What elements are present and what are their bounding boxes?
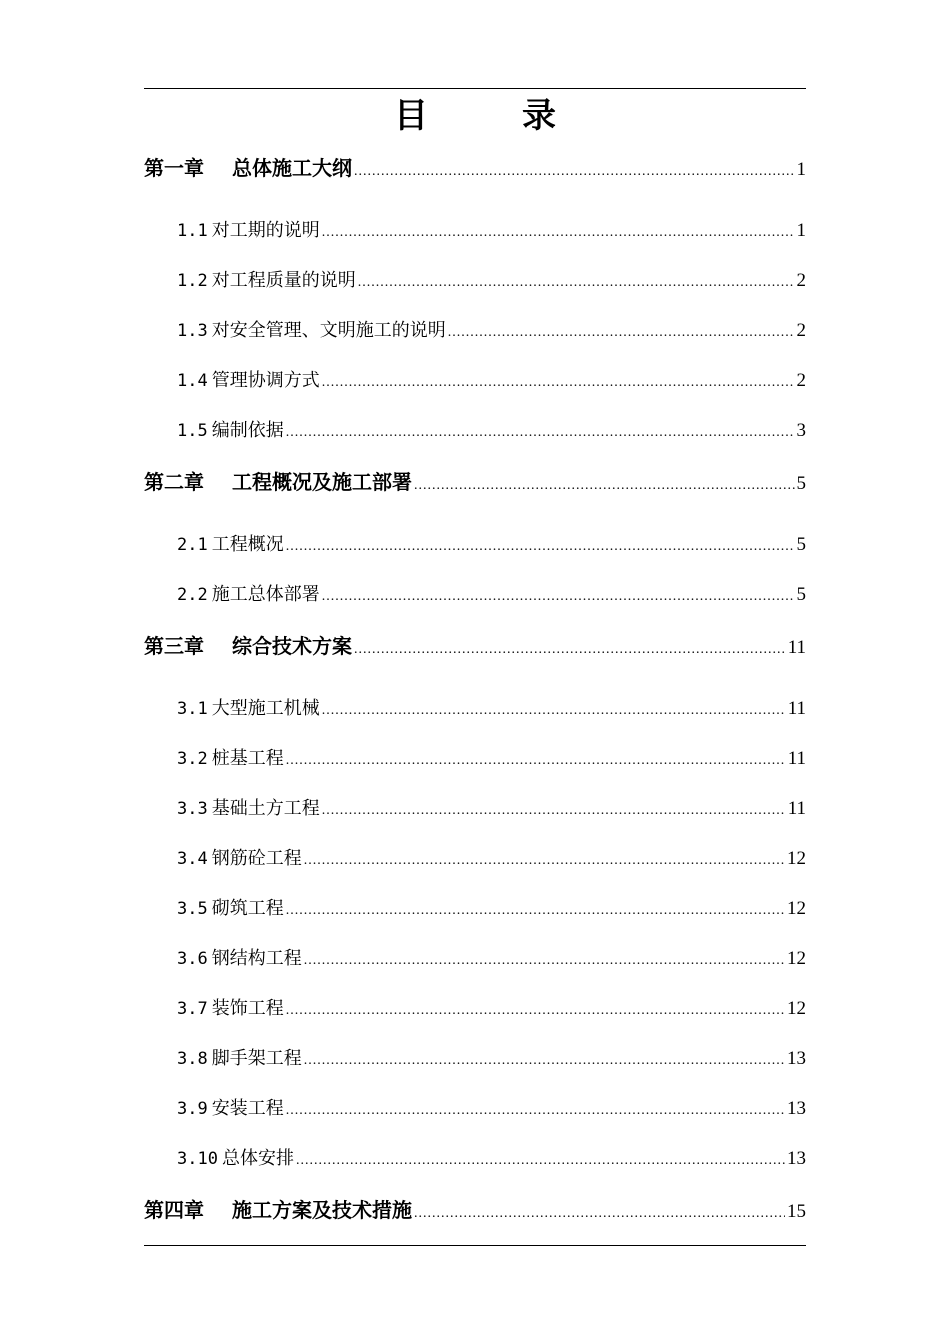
entry-number: 2.1 [177,535,208,555]
entry-number: 1.4 [177,371,208,391]
page-number: 11 [787,698,806,719]
toc-section-entry[interactable] [177,694,806,720]
top-rule [144,88,806,89]
entry-number: 3.1 [177,699,208,719]
toc-chapter-entry[interactable] [144,466,806,495]
entry-number: 1.3 [177,321,208,341]
entry-number: 3.9 [177,1099,208,1119]
toc-section-entry[interactable] [177,416,806,442]
entry-number: 3.2 [177,749,208,769]
toc-chapter-entry[interactable] [144,152,806,181]
dot-leader [322,225,795,241]
entry-number: 3.4 [177,849,208,869]
entry-number: 3.8 [177,1049,208,1069]
page-number: 1 [796,159,806,180]
page-number: 13 [787,1148,806,1169]
toc-chapter-entry[interactable] [144,630,806,659]
page-number: 2 [796,320,806,341]
dot-leader [304,953,785,969]
dot-leader [448,325,795,341]
entry-title: 装饰工程 [211,998,284,1019]
page-number: 11 [787,637,806,658]
entry-title: 工程概况及施工部署 [232,470,412,494]
page-number: 12 [787,898,806,919]
dot-leader [286,903,785,919]
entry-title: 施工方案及技术措施 [232,1198,412,1222]
page-number: 13 [787,1048,806,1069]
dot-leader [354,164,795,180]
page-number: 11 [787,748,806,769]
dot-leader [286,1003,785,1019]
page-number: 1 [796,220,806,241]
dot-leader [286,1103,785,1119]
entry-number: 第三章 [144,634,204,658]
entry-number: 1.2 [177,271,208,291]
entry-number: 第四章 [144,1198,204,1222]
toc-section-entry[interactable] [177,994,806,1020]
entry-title: 大型施工机械 [211,698,320,719]
page-number: 5 [796,473,806,494]
dot-leader [286,753,786,769]
dot-leader [358,275,795,291]
toc-section-entry[interactable] [177,1144,806,1170]
entry-title: 对安全管理、文明施工的说明 [211,320,446,341]
page-number: 2 [796,270,806,291]
entry-title: 工程概况 [211,534,284,555]
entry-title: 安装工程 [211,1098,284,1119]
entry-title: 综合技术方案 [232,634,352,658]
toc-section-entry[interactable] [177,744,806,770]
dot-leader [414,478,795,494]
page-number: 12 [787,998,806,1019]
entry-number: 3.10 [177,1149,218,1169]
page-number: 2 [796,370,806,391]
entry-title: 总体安排 [221,1148,294,1169]
toc-section-entry[interactable] [177,216,806,242]
dot-leader [414,1206,785,1222]
entry-title: 总体施工大纲 [232,156,352,180]
toc-section-entry[interactable] [177,366,806,392]
entry-number: 1.1 [177,221,208,241]
entry-title: 编制依据 [211,420,284,441]
toc-section-entry[interactable] [177,1044,806,1070]
entry-title: 砌筑工程 [211,898,284,919]
toc-section-entry[interactable] [177,530,806,556]
dot-leader [304,853,785,869]
entry-number: 第一章 [144,156,204,180]
entry-title: 钢筋砼工程 [211,848,302,869]
entry-number: 1.5 [177,421,208,441]
entry-title: 对工期的说明 [211,220,320,241]
entry-number: 2.2 [177,585,208,605]
entry-title: 施工总体部署 [211,584,320,605]
dot-leader [354,642,786,658]
entry-title: 脚手架工程 [211,1048,302,1069]
dot-leader [296,1153,785,1169]
bottom-rule [144,1245,806,1246]
page-number: 15 [787,1201,806,1222]
entry-number: 第二章 [144,470,204,494]
page-title: 目 录 [394,96,586,136]
toc-chapter-entry[interactable] [144,1194,806,1223]
entry-number: 3.3 [177,799,208,819]
toc-section-entry[interactable] [177,266,806,292]
page-number: 5 [796,534,806,555]
toc-section-entry[interactable] [177,316,806,342]
entry-number: 3.7 [177,999,208,1019]
page-number: 13 [787,1098,806,1119]
entry-title: 管理协调方式 [211,370,320,391]
toc-section-entry[interactable] [177,580,806,606]
toc-section-entry[interactable] [177,794,806,820]
dot-leader [322,375,795,391]
entry-title: 桩基工程 [211,748,284,769]
entry-number: 3.5 [177,899,208,919]
page-number: 5 [796,584,806,605]
entry-number: 3.6 [177,949,208,969]
entry-title: 钢结构工程 [211,948,302,969]
page-number: 11 [787,798,806,819]
dot-leader [322,803,786,819]
page-number: 12 [787,848,806,869]
dot-leader [304,1053,785,1069]
dot-leader [322,703,786,719]
dot-leader [286,425,795,441]
dot-leader [286,539,795,555]
page-number: 3 [796,420,806,441]
entry-title: 对工程质量的说明 [211,270,356,291]
page-number: 12 [787,948,806,969]
entry-title: 基础土方工程 [211,798,320,819]
toc-section-entry[interactable] [177,1094,806,1120]
toc-section-entry[interactable] [177,894,806,920]
toc-section-entry[interactable] [177,944,806,970]
toc-section-entry[interactable] [177,844,806,870]
dot-leader [322,589,795,605]
